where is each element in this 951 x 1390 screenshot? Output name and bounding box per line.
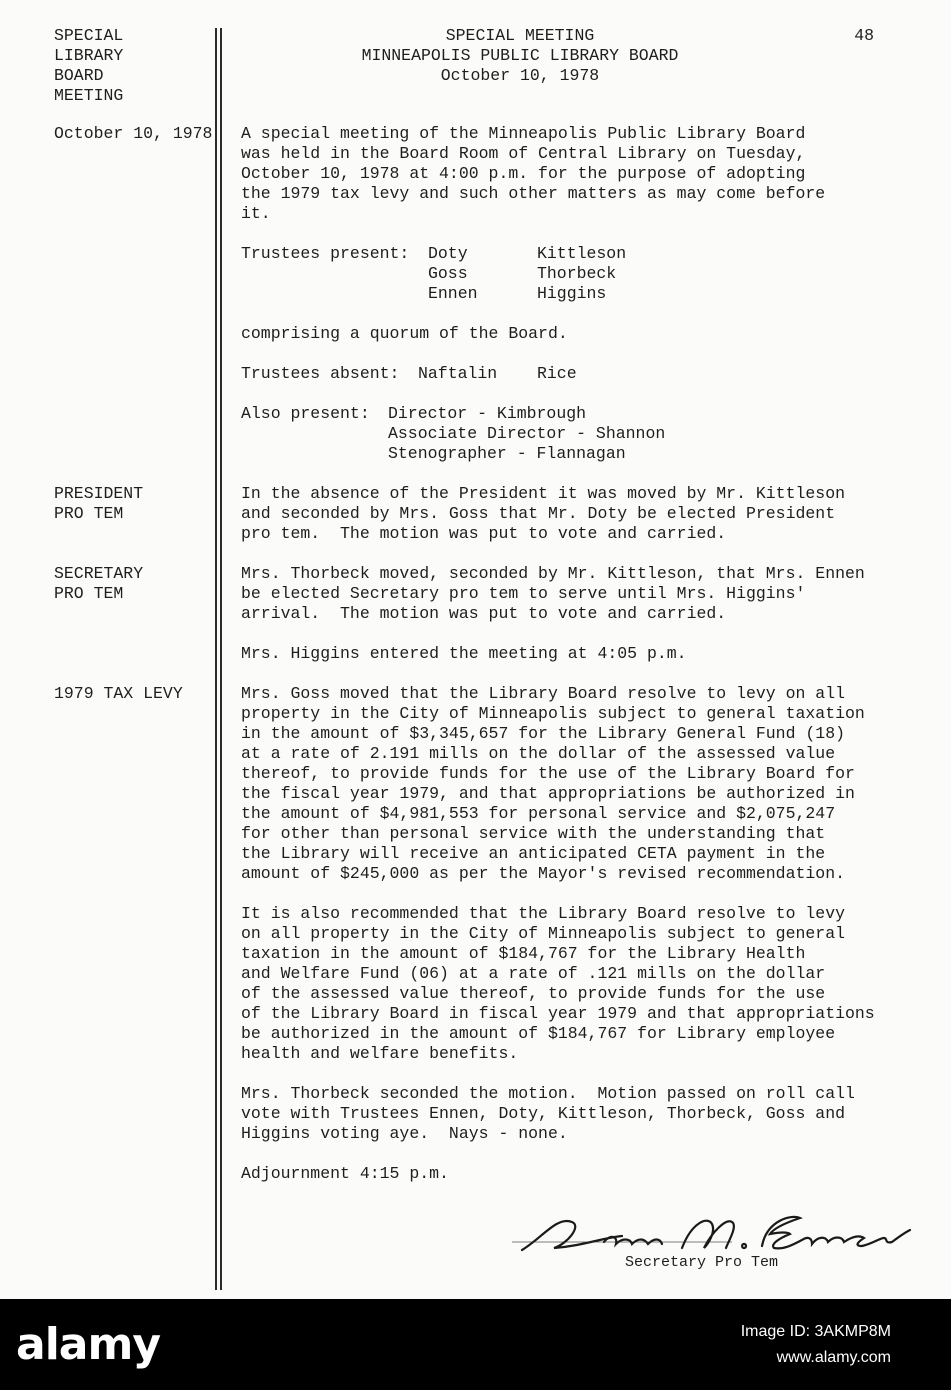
margin-rule [220, 28, 222, 1290]
text-line: pro tem. The motion was put to vote and carried. [241, 524, 727, 543]
margin-line: LIBRARY [54, 46, 124, 65]
also-present-section [241, 404, 741, 464]
text-line: amount of $245,000 as per the Mayor's revised recommendation. [241, 864, 845, 883]
text-line: of the assessed value thereof, to provide funds for the use [241, 984, 826, 1003]
trustee-name: Goss [428, 264, 468, 283]
text-line: the amount of $4,981,553 for personal service and $2,075,247 [241, 804, 836, 823]
text-line: thereof, to provide funds for the use of the Library Board for [241, 764, 855, 783]
absent-name: Naftalin [418, 364, 498, 383]
text-line: and seconded by Mrs. Goss that Mr. Doty be elected President [241, 504, 836, 523]
text-line: the 1979 tax levy and such other matters as may come before [241, 184, 826, 203]
text-line: and Welfare Fund (06) at a rate of .121 mills on the dollar [241, 964, 826, 983]
margin-line: SPECIAL [54, 26, 124, 45]
intro-paragraph [241, 124, 825, 224]
margin-tax-levy-label: 1979 TAX LEVY [54, 684, 183, 703]
text-line: the Library will receive an anticipated CETA payment in the [241, 844, 826, 863]
also-present-label: Also present: [241, 404, 370, 423]
heading-line-1: SPECIAL MEETING [445, 26, 595, 45]
text-line: the fiscal year 1979, and that appropriations be authorized in [241, 784, 855, 803]
absent-name: Rice [537, 364, 577, 383]
margin-line: PRO TEM [54, 504, 124, 523]
trustee-name: Thorbeck [537, 264, 617, 283]
text-line: Mrs. Goss moved that the Library Board resolve to levy on all [241, 684, 845, 703]
text-line: property in the City of Minneapolis subject to general taxation [241, 704, 865, 723]
also-present-list [388, 404, 665, 464]
trustee-name: Doty [428, 244, 468, 263]
quorum-statement: comprising a quorum of the Board. [241, 324, 568, 343]
trustee-name: Kittleson [537, 244, 627, 263]
trustees-present-label: Trustees present: [241, 244, 410, 263]
watermark-footer [0, 1299, 951, 1390]
text-line: October 10, 1978 at 4:00 p.m. for the purpose of adopting [241, 164, 806, 183]
adjournment-line: Adjournment 4:15 p.m. [241, 1164, 449, 1183]
site-url-link[interactable]: www.alamy.com [776, 1349, 891, 1366]
document-heading [300, 26, 740, 86]
text-line: taxation in the amount of $184,767 for the Library Health [241, 944, 806, 963]
attendee: Stenographer - Flannagan [388, 444, 626, 463]
heading-line-3: October 10, 1978 [440, 66, 600, 85]
vote-paragraph [241, 1084, 855, 1144]
alamy-logo[interactable]: alamy [16, 1319, 160, 1370]
margin-secretary-label [54, 564, 143, 604]
trustees-absent-label: Trustees absent: [241, 364, 400, 383]
margin-meeting-label [54, 26, 123, 106]
attendee: Associate Director - Shannon [388, 424, 666, 443]
margin-line: MEETING [54, 86, 124, 105]
text-line: vote with Trustees Ennen, Doty, Kittleson, Thorbeck, Goss and [241, 1104, 845, 1123]
higgins-arrival-note: Mrs. Higgins entered the meeting at 4:05 p.m. [241, 644, 687, 663]
tax-levy-paragraph-2 [241, 904, 875, 1064]
text-line: Mrs. Thorbeck seconded the motion. Motion passed on roll call [241, 1084, 855, 1103]
text-line: It is also recommended that the Library Board resolve to levy [241, 904, 845, 923]
signature-text: Grace M. Ennen [512, 1266, 519, 1267]
text-line: at a rate of 2.191 mills on the dollar of the assessed value [241, 744, 836, 763]
trustees-present-section [241, 244, 741, 304]
secretary-pro-tem-paragraph [241, 564, 865, 624]
text-line: arrival. The motion was put to vote and carried. [241, 604, 727, 623]
image-id-label: Image ID: 3AKMP8M [740, 1323, 891, 1340]
trustees-absent-section [241, 364, 741, 384]
trustees-present-column-2 [537, 244, 626, 304]
margin-line: SECRETARY [54, 564, 144, 583]
president-pro-tem-paragraph [241, 484, 845, 544]
trustee-name: Ennen [428, 284, 478, 303]
text-line: on all property in the City of Minneapolis subject to general [241, 924, 845, 943]
margin-line: BOARD [54, 66, 104, 85]
text-line: Mrs. Thorbeck moved, seconded by Mr. Kittleson, that Mrs. Ennen [241, 564, 865, 583]
text-line: A special meeting of the Minneapolis Public Library Board [241, 124, 806, 143]
text-line: be elected Secretary pro tem to serve until Mrs. Higgins' [241, 584, 806, 603]
margin-date-label: October 10, 1978 [54, 124, 213, 143]
heading-line-2: MINNEAPOLIS PUBLIC LIBRARY BOARD [361, 46, 679, 65]
text-line: in the amount of $3,345,657 for the Library General Fund (18) [241, 724, 845, 743]
trustees-present-column-1 [428, 244, 478, 304]
text-line: was held in the Board Room of Central Library on Tuesday, [241, 144, 806, 163]
margin-rule [215, 28, 217, 1290]
page-number: 48 [854, 26, 874, 45]
tax-levy-paragraph-1 [241, 684, 865, 884]
signature-caption: Secretary Pro Tem [625, 1254, 779, 1271]
trustee-name: Higgins [537, 284, 607, 303]
text-line: of the Library Board in fiscal year 1979 and that appropriations [241, 1004, 875, 1023]
margin-president-label [54, 484, 143, 524]
text-line: it. [241, 204, 271, 223]
text-line: for other than personal service with the understanding that [241, 824, 826, 843]
text-line: Higgins voting aye. Nays - none. [241, 1124, 568, 1143]
text-line: be authorized in the amount of $184,767 for Library employee [241, 1024, 836, 1043]
margin-line: PRO TEM [54, 584, 124, 603]
attendee: Director - Kimbrough [388, 404, 587, 423]
text-line: In the absence of the President it was moved by Mr. Kittleson [241, 484, 845, 503]
text-line: health and welfare benefits. [241, 1044, 519, 1063]
margin-line: PRESIDENT [54, 484, 144, 503]
